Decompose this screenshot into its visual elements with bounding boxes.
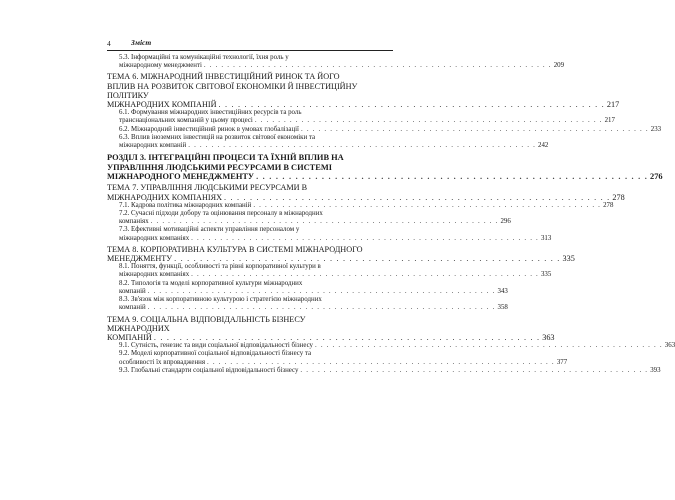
toc-entry-line <box>107 358 568 367</box>
toc-entry-line <box>107 172 663 182</box>
toc-entry-text: міжнародних компаніях <box>119 234 190 242</box>
toc-page-number: 363 <box>542 332 555 342</box>
toc-entry-text: ТЕМА 8. КОРПОРАТИВНА КУЛЬТУРА В СИСТЕМІ МІЖНАРОДНОГО <box>107 244 363 254</box>
toc-page-number: 278 <box>603 201 614 209</box>
toc-entry-text: ТЕМА 7. УПРАВЛІННЯ ЛЮДСЬКИМИ РЕСУРСАМИ В <box>107 183 308 193</box>
toc-entry-line <box>107 142 549 150</box>
toc-entry-sub <box>107 279 508 296</box>
toc-entry-sub <box>107 342 675 350</box>
toc-entry-text: КОМПАНІЙ <box>107 332 152 342</box>
toc-entry-text: 8.2. Типологія та моделі корпоративної культури міжнародних <box>119 279 303 287</box>
toc-entry-sub <box>107 350 568 366</box>
toc-entry-line <box>107 366 661 375</box>
toc-entry-chapter <box>107 244 575 264</box>
dot-leader: . . . . . . . . . . . . . . . . . . . . . . . . . . . . . . . . . . . . . . . . . . . . . . . . . . . . . . . . . . . . <box>147 287 496 295</box>
dot-leader: . . . . . . . . . . . . . . . . . . . . . . . . . . . . . . . . . . . . . . . . . . . . . . . . . . . . . . . . . . . . <box>150 218 499 226</box>
toc-entry-sub <box>107 54 565 70</box>
toc-entry-text: 6.2. Міжнародний інвестиційний ринок в умовах глобалізації <box>119 125 299 133</box>
toc-entry-line <box>107 332 555 342</box>
toc-entry-text: ТЕМА 6. МІЖНАРОДНИЙ ІНВЕСТИЦІЙНИЙ РИНОК ТА ЙОГО ВПЛИВ НА РОЗВИТОК СВІТОВОЇ ЕКОНОМІКИ Й ІНВЕСТИЦІЙНУ ПОЛІТИКУ <box>107 72 358 100</box>
toc-entry-text: особливості їх впровадження <box>119 358 206 366</box>
toc-entry-line <box>107 304 508 312</box>
toc-entry-sub <box>107 125 662 134</box>
toc-entry-text: 7.1. Кадрова політика міжнародних компаній <box>119 201 252 209</box>
dot-leader: . . . . . . . . . . . . . . . . . . . . . . . . . . . . . . . . . . . . . . . . . . . . . . . . . . . . . . . . . . . . <box>174 254 561 264</box>
toc-entry-text: 5.3. Інформаційні та комунікаційні технології, їхня роль у <box>119 54 289 61</box>
toc-entry-text: міжнародному менеджменті <box>119 62 202 70</box>
toc-entry-text: компаніях <box>119 218 149 226</box>
toc-entry-text: ТЕМА 9. СОЦІАЛЬНА ВІДПОВІДАЛЬНІСТЬ БІЗНЕСУ МІЖНАРОДНИХ <box>107 314 306 333</box>
toc-page-number: 209 <box>553 62 565 70</box>
toc-entry-section <box>107 153 663 182</box>
dot-leader: . . . . . . . . . . . . . . . . . . . . . . . . . . . . . . . . . . . . . . . . . . . . . . . . . . . . . . . . . . . . <box>223 192 611 202</box>
dot-leader: . . . . . . . . . . . . . . . . . . . . . . . . . . . . . . . . . . . . . . . . . . . . . . . . . . . . . . . . . . . . <box>188 142 537 150</box>
dot-leader: . . . . . . . . . . . . . . . . . . . . . . . . . . . . . . . . . . . . . . . . . . . . . . . . . . . . . . . . . . . . <box>256 172 649 182</box>
toc-page-number: 363 <box>664 342 675 350</box>
toc-page-number: 313 <box>540 234 552 242</box>
toc-entry-text: 7.2. Сучасні підходи добору та оцінювання персоналу в міжнародних <box>119 210 323 218</box>
toc-entry-chapter <box>107 183 625 202</box>
dot-leader: . . . . . . . . . . . . . . . . . . . . . . . . . . . . . . . . . . . . . . . . . . . . . . . . . . . . . . . . . . . . <box>207 358 555 366</box>
dot-leader: . . . . . . . . . . . . . . . . . . . . . . . . . . . . . . . . . . . . . . . . . . . . . . . . . . . . . . . . . . . . <box>191 234 539 242</box>
toc-entry-line <box>107 125 662 134</box>
toc-entry-text: компаній <box>119 304 146 312</box>
toc-entry-text: 7.3. Ефективні мотиваційні аспекти управління персоналом у <box>119 226 300 234</box>
toc-entry-text: 9.3. Глобальні стандарти соціальної відповідальності бізнесу <box>119 366 299 374</box>
toc-entry-text: 6.1. Формування міжнародних інвестиційних ресурсів та роль <box>119 109 302 117</box>
toc-entry-line <box>107 201 614 210</box>
toc-page-number: 335 <box>540 271 552 279</box>
toc-entry-line <box>107 100 620 110</box>
toc-entry-line <box>107 234 552 243</box>
toc-entry-text: 8.3. Зв'язок між корпоративною культурою і стратегією міжнародних <box>119 296 322 304</box>
toc-entry-line <box>107 254 575 264</box>
toc-entry-text: МІЖНАРОДНОГО МЕНЕДЖМЕНТУ <box>107 172 255 182</box>
dot-leader: . . . . . . . . . . . . . . . . . . . . . . . . . . . . . . . . . . . . . . . . . . . . . . . . . . . . . . . . . . . . <box>191 271 539 279</box>
toc-entry-sub <box>107 263 552 279</box>
dot-leader: . . . . . . . . . . . . . . . . . . . . . . . . . . . . . . . . . . . . . . . . . . . . . . . . . . . . . . . . . . . . <box>203 62 552 70</box>
toc-entry-text: 9.2. Моделі корпоративної соціальної відповідальності бізнесу та <box>119 350 312 358</box>
toc-entry-text: 9.1. Сутність, генезис та види соціальної відповідальності бізнесу <box>119 342 313 350</box>
toc-entry-text: МЕНЕДЖМЕНТУ <box>107 254 173 264</box>
toc-page-number: 276 <box>650 172 663 182</box>
toc-entry-line <box>107 192 625 202</box>
toc-entry-sub <box>107 366 661 375</box>
toc-page-number: 343 <box>497 287 508 295</box>
dot-leader: . . . . . . . . . . . . . . . . . . . . . . . . . . . . . . . . . . . . . . . . . . . . . . . . . . . . . . . . . . . . <box>153 332 541 342</box>
toc-entry-text: РОЗДІЛ 3. ІНТЕГРАЦІЙНІ ПРОЦЕСИ ТА ЇХНІЙ ВПЛИВ НА УПРАВЛІННЯ ЛЮДСЬКИМИ РЕСУРСАМИ В СИСТЕМІ <box>107 153 344 172</box>
toc-entry-sub <box>107 109 615 125</box>
table-of-contents <box>107 54 675 375</box>
toc-entry-sub <box>107 296 508 312</box>
toc-entry-text: міжнародних компаній <box>119 142 187 150</box>
toc-entry-line <box>107 62 565 70</box>
toc-page-number: 233 <box>650 125 662 133</box>
page-number: 4 <box>107 39 111 48</box>
dot-leader: . . . . . . . . . . . . . . . . . . . . . . . . . . . . . . . . . . . . . . . . . . . . . . . . . . . . . . . . . . . . <box>300 366 649 374</box>
dot-leader: . . . . . . . . . . . . . . . . . . . . . . . . . . . . . . . . . . . . . . . . . . . . . . . . . . . . . . . . . . . . <box>218 100 605 110</box>
dot-leader: . . . . . . . . . . . . . . . . . . . . . . . . . . . . . . . . . . . . . . . . . . . . . . . . . . . . . . . . . . . . <box>315 342 663 350</box>
toc-entry-line <box>107 342 675 350</box>
toc-entry-line <box>107 117 615 125</box>
toc-entry-line <box>107 271 552 279</box>
toc-page-number: 242 <box>538 142 549 150</box>
toc-entry-text: транснаціональних компаній у цьому процесі <box>119 117 253 125</box>
dot-leader: . . . . . . . . . . . . . . . . . . . . . . . . . . . . . . . . . . . . . . . . . . . . . . . . . . . . . . . . . . . . <box>147 304 496 312</box>
toc-page-number: 217 <box>606 100 620 110</box>
toc-page-number: 358 <box>497 304 508 312</box>
toc-entry-sub <box>107 210 511 226</box>
toc-entry-text: МІЖНАРОДНИХ КОМПАНІЙ <box>107 100 217 110</box>
toc-entry-text: міжнародних компаніях <box>119 271 190 279</box>
toc-entry-line <box>107 218 511 226</box>
toc-page-number: 335 <box>562 254 575 264</box>
toc-page-number: 217 <box>604 117 615 125</box>
toc-entry-chapter <box>107 72 620 110</box>
toc-entry-text: компаній <box>119 287 146 295</box>
toc-entry-text: МІЖНАРОДНИХ КОМПАНІЯХ <box>107 192 222 202</box>
dot-leader: . . . . . . . . . . . . . . . . . . . . . . . . . . . . . . . . . . . . . . . . . . . . . . . . . . . . . . . . . . . . <box>254 117 603 125</box>
toc-entry-text: 6.3. Вплив іноземних інвестицій на розвиток світової економіки та <box>119 133 316 141</box>
toc-page-number: 278 <box>612 192 625 202</box>
toc-entry-sub <box>107 133 549 150</box>
toc-entry-sub <box>107 226 552 242</box>
running-header <box>107 36 393 51</box>
toc-entry-line <box>107 287 508 296</box>
toc-entry-sub <box>107 201 614 210</box>
toc-page-number: 377 <box>556 358 568 366</box>
toc-entry-text: 8.1. Поняття, функції, особливості та рівні корпоративної культури в <box>119 263 321 271</box>
toc-page-number: 296 <box>500 218 511 226</box>
toc-page-number: 393 <box>650 366 661 374</box>
header-title: Зміст <box>131 38 152 47</box>
toc-entry-chapter <box>107 314 555 343</box>
dot-leader: . . . . . . . . . . . . . . . . . . . . . . . . . . . . . . . . . . . . . . . . . . . . . . . . . . . . . . . . . . . . <box>253 201 602 209</box>
dot-leader: . . . . . . . . . . . . . . . . . . . . . . . . . . . . . . . . . . . . . . . . . . . . . . . . . . . . . . . . . . . . <box>300 125 649 133</box>
